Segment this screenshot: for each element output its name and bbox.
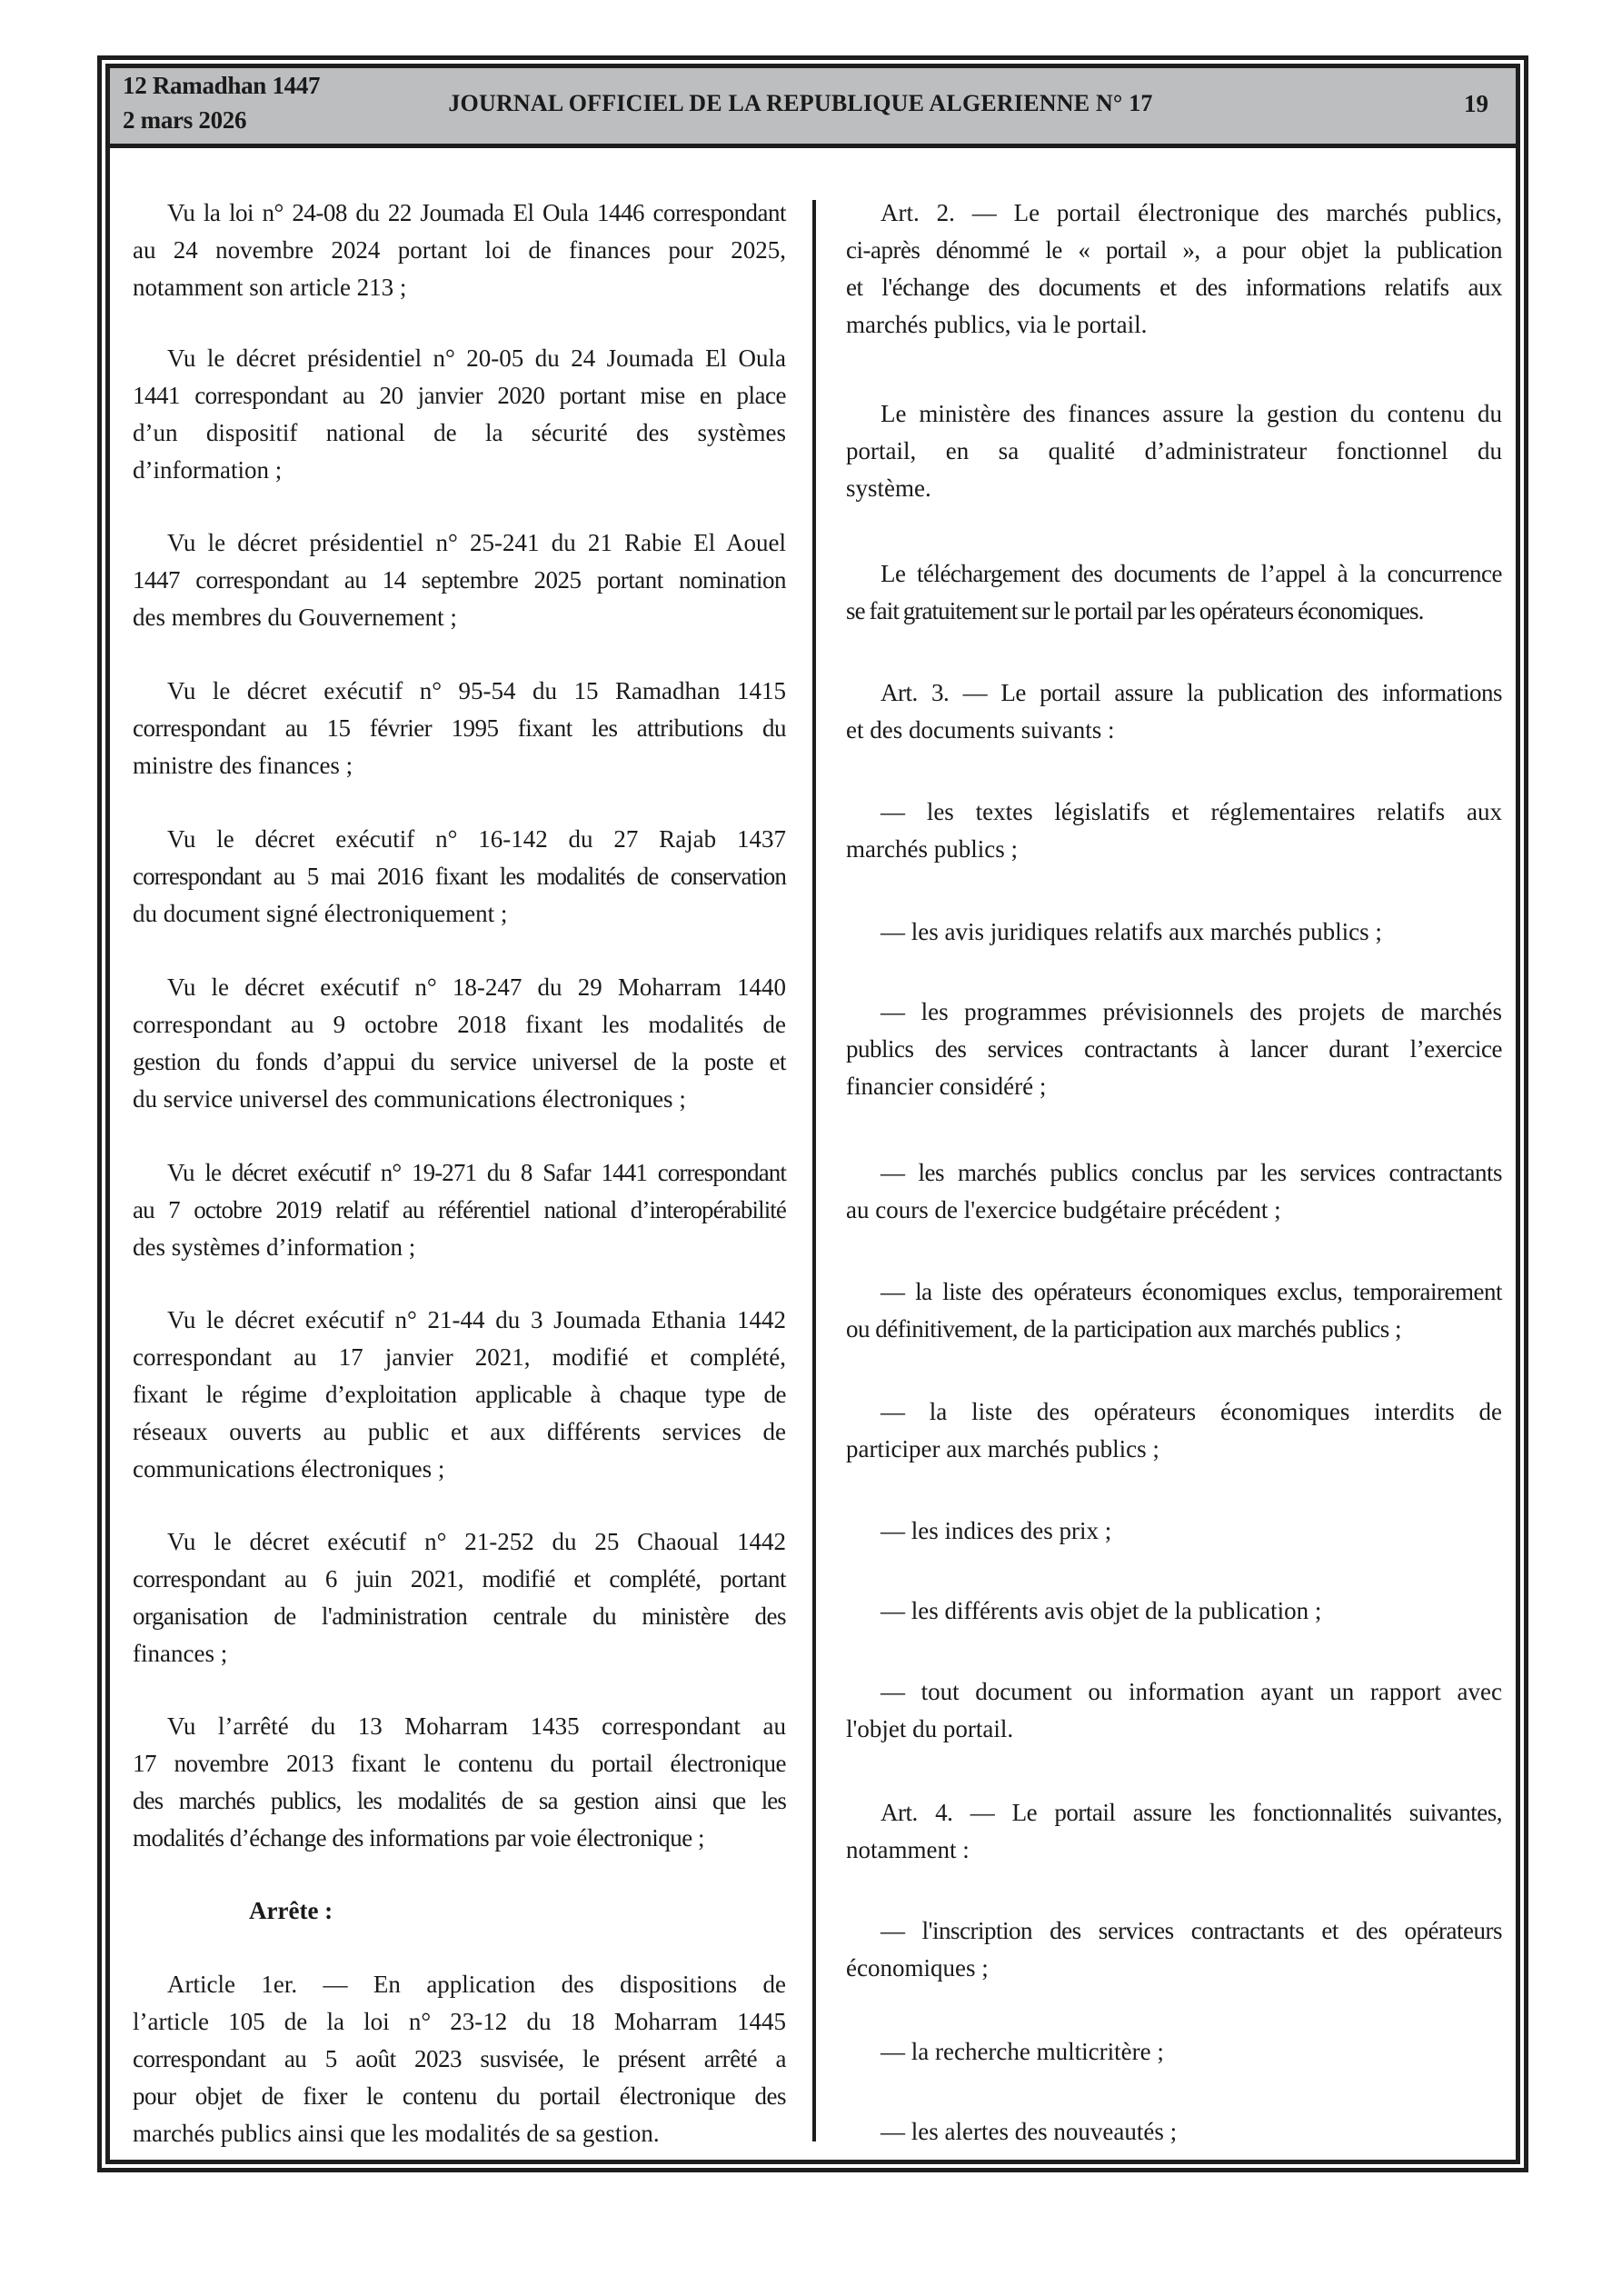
paragraph (846, 1273, 1502, 1348)
text-line: économiques ; (846, 1954, 989, 1982)
text-line: financier considéré ; (846, 1073, 1047, 1100)
text-line: 17 novembre 2013 fixant le contenu du portail électronique (133, 1750, 786, 1777)
paragraph (133, 821, 786, 933)
text-line: et des documents suivants : (846, 716, 1115, 744)
paragraph (846, 913, 1502, 951)
text-line: — les programmes prévisionnels des projets de marchés (881, 998, 1502, 1025)
text-line: au 7 octobre 2019 relatif au référentiel national d’interopérabilité (133, 1196, 786, 1223)
paragraph (846, 993, 1502, 1105)
text-line: — l'inscription des services contractants et des opérateurs (881, 1917, 1502, 1944)
text-line: — les avis juridiques relatifs aux marchés publics ; (881, 918, 1382, 945)
text-line: l'objet du portail. (846, 1715, 1014, 1742)
text-line: du document signé électroniquement ; (133, 900, 508, 927)
page-header (110, 68, 1516, 148)
text-line: Le ministère des finances assure la gestion du contenu du (881, 400, 1502, 427)
text-line: système. (846, 474, 931, 502)
paragraph (133, 673, 786, 784)
text-line: Vu le décret exécutif n° 21-252 du 25 Chaoual 1442 (167, 1528, 786, 1555)
text-line: l’article 105 de la loi n° 23-12 du 18 Moharram 1445 (133, 2008, 786, 2035)
text-line: Art. 4. — Le portail assure les fonctionnalités suivantes, (881, 1799, 1502, 1826)
text-line: Vu le décret présidentiel n° 25-241 du 21 Rabie El Aouel (167, 529, 786, 556)
text-line: notamment : (846, 1836, 970, 1863)
paragraph (846, 1592, 1502, 1630)
text-line: finances ; (133, 1640, 228, 1667)
text-line: ci-après dénommé le « portail », a pour objet la publication (846, 236, 1502, 264)
paragraph (846, 1154, 1502, 1229)
text-line: au cours de l'exercice budgétaire précédent ; (846, 1196, 1281, 1223)
paragraph (846, 195, 1502, 344)
text-line: — les alertes des nouveautés ; (881, 2118, 1178, 2145)
text-line: ou définitivement, de la participation aux marchés publics ; (846, 1315, 1402, 1343)
text-line: gestion du fonds d’appui du service universel de la poste et (133, 1048, 786, 1075)
paragraph (133, 524, 786, 636)
text-line: 1447 correspondant au 14 septembre 2025 portant nomination (133, 566, 786, 594)
text-line: marchés publics ainsi que les modalités de sa gestion. (133, 2120, 660, 2147)
text-line: Vu le décret exécutif n° 16-142 du 27 Rajab 1437 (167, 825, 786, 853)
text-line: Vu le décret exécutif n° 21-44 du 3 Joumada Ethania 1442 (167, 1306, 786, 1333)
text-line: — les marchés publics conclus par les services contractants (881, 1159, 1502, 1186)
journal-title: JOURNAL OFFICIEL DE LA REPUBLIQUE ALGERIENNE N° 17 (448, 90, 1153, 116)
text-line: correspondant au 5 août 2023 susvisée, le présent arrêté a (133, 2045, 786, 2072)
paragraph (846, 1512, 1502, 1550)
text-line: Article 1er. — En application des dispositions de (167, 1971, 786, 1998)
text-line: portail, en sa qualité d’administrateur fonctionnel du (846, 437, 1502, 464)
text-line: — la liste des opérateurs économiques exclus, temporairement (881, 1278, 1502, 1305)
text-line: des systèmes d’information ; (133, 1233, 416, 1261)
paragraph (846, 1794, 1502, 1869)
text-line: au 24 novembre 2024 portant loi de finances pour 2025, (133, 236, 786, 264)
text-line: Le téléchargement des documents de l’appel à la concurrence (881, 560, 1502, 587)
text-line: Vu le décret présidentiel n° 20-05 du 24 Joumada El Oula (167, 344, 786, 372)
header-gregorian-date: 2 mars 2026 (123, 106, 247, 134)
header-hijri-date: 12 Ramadhan 1447 (123, 72, 321, 99)
text-line: correspondant au 15 février 1995 fixant les attributions du (133, 714, 786, 742)
text-line: réseaux ouverts au public et aux différents services de (133, 1418, 786, 1445)
text-line: ministre des finances ; (133, 752, 353, 779)
text-line: — les différents avis objet de la publication ; (881, 1597, 1322, 1624)
paragraph (133, 340, 786, 489)
text-line: des membres du Gouvernement ; (133, 604, 457, 631)
text-line: se fait gratuitement sur le portail par les opérateurs économiques. (846, 597, 1424, 624)
paragraph (133, 195, 786, 306)
text-line: — la recherche multicritère ; (881, 2038, 1164, 2065)
text-line: modalités d’échange des informations par voie électronique ; (133, 1824, 705, 1852)
text-line: participer aux marchés publics ; (846, 1435, 1159, 1462)
paragraph (846, 1912, 1502, 1987)
paragraph (133, 1708, 786, 1857)
paragraph (846, 674, 1502, 749)
text-line: — les textes législatifs et réglementaires relatifs aux (881, 798, 1502, 825)
text-line: Vu l’arrêté du 13 Moharram 1435 correspondant au (167, 1712, 786, 1740)
text-line: Vu le décret exécutif n° 95-54 du 15 Ramadhan 1415 (167, 677, 786, 704)
text-line: marchés publics, via le portail. (846, 311, 1148, 338)
text-line: correspondant au 5 mai 2016 fixant les modalités de conservation (133, 863, 786, 890)
paragraph (846, 2113, 1502, 2151)
text-line: Arrête : (249, 1897, 333, 1924)
paragraph (846, 1393, 1502, 1468)
paragraph (846, 1673, 1502, 1748)
text-line: marchés publics ; (846, 835, 1018, 863)
text-line: 1441 correspondant au 20 janvier 2020 portant mise en place (133, 382, 786, 409)
text-line: Art. 2. — Le portail électronique des marchés publics, (881, 199, 1502, 226)
section-heading (133, 1892, 786, 1930)
text-line: publics des services contractants à lancer durant l’exercice (846, 1035, 1502, 1063)
paragraph (133, 1302, 786, 1488)
column-divider (812, 200, 816, 2141)
text-line: — tout document ou information ayant un rapport avec (881, 1678, 1502, 1705)
text-line: d’information ; (133, 456, 283, 484)
text-line: correspondant au 17 janvier 2021, modifié et complété, (133, 1343, 786, 1371)
paragraph (846, 555, 1502, 630)
page-number: 19 (1464, 90, 1488, 117)
text-line: communications électroniques ; (133, 1455, 445, 1482)
text-line: d’un dispositif national de la sécurité des systèmes (133, 419, 786, 446)
text-line: organisation de l'administration centrale du ministère des (133, 1602, 786, 1630)
paragraph (133, 1154, 786, 1266)
paragraph (133, 1523, 786, 1672)
paragraph (846, 794, 1502, 868)
text-line: Art. 3. — Le portail assure la publication des informations (881, 679, 1502, 706)
paragraph (133, 1966, 786, 2152)
paragraph (846, 395, 1502, 507)
text-line: — les indices des prix ; (881, 1517, 1112, 1544)
text-line: pour objet de fixer le contenu du portail électronique des (133, 2082, 786, 2110)
text-line: fixant le régime d’exploitation applicable à chaque type de (133, 1381, 786, 1408)
paragraph (133, 969, 786, 1118)
text-line: Vu le décret exécutif n° 19-271 du 8 Safar 1441 correspondant (167, 1159, 786, 1186)
text-line: Vu le décret exécutif n° 18-247 du 29 Moharram 1440 (167, 973, 786, 1001)
text-line: notamment son article 213 ; (133, 274, 407, 301)
text-line: Vu la loi n° 24-08 du 22 Joumada El Oula 1446 correspondant (167, 199, 786, 226)
text-line: correspondant au 9 octobre 2018 fixant les modalités de (133, 1011, 786, 1038)
text-line: des marchés publics, les modalités de sa gestion ainsi que les (133, 1787, 786, 1814)
text-line: et l'échange des documents et des informations relatifs aux (846, 274, 1502, 301)
text-line: correspondant au 6 juin 2021, modifié et complété, portant (133, 1565, 786, 1592)
text-line: du service universel des communications électroniques ; (133, 1085, 686, 1113)
paragraph (846, 2033, 1502, 2071)
text-line: — la liste des opérateurs économiques interdits de (881, 1398, 1502, 1425)
